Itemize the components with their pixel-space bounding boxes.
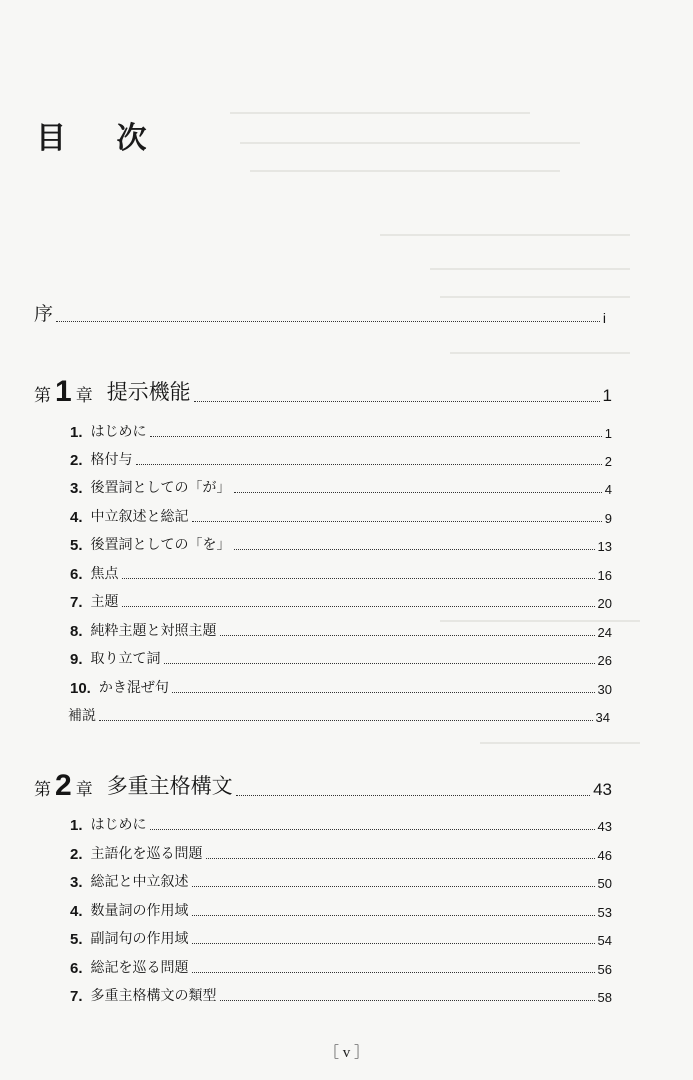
section-title: 主題 xyxy=(90,594,119,610)
section-number: 1. xyxy=(70,817,83,834)
section-number: 6. xyxy=(70,566,83,583)
section-number: 2. xyxy=(70,452,83,469)
section-title: 中立叙述と総記 xyxy=(90,509,189,525)
section-number: 7. xyxy=(70,988,83,1005)
preface-label: 序 xyxy=(34,303,54,325)
chapter-number: 2 xyxy=(55,769,72,802)
toc-section[interactable] xyxy=(70,506,612,526)
toc-section[interactable] xyxy=(70,814,612,834)
section-page: 54 xyxy=(597,933,612,948)
toc-section[interactable] xyxy=(68,705,610,725)
section-page: 1 xyxy=(604,426,612,441)
section-title: かき混ぜ句 xyxy=(98,680,169,696)
leader-dots xyxy=(192,972,595,973)
toc-section[interactable] xyxy=(70,871,612,891)
leader-dots xyxy=(192,886,595,887)
section-number: 5. xyxy=(70,931,83,948)
section-title: はじめに xyxy=(90,424,147,440)
section-number: 7. xyxy=(70,594,83,611)
section-page: 26 xyxy=(597,653,612,668)
leader-dots xyxy=(56,321,600,322)
section-page: 53 xyxy=(597,905,612,920)
preface-page: i xyxy=(602,310,606,326)
toc-section[interactable] xyxy=(70,449,612,469)
leader-dots xyxy=(122,578,595,579)
toc-section[interactable] xyxy=(70,477,612,497)
section-number: 5. xyxy=(70,537,83,554)
section-number: 6. xyxy=(70,960,83,977)
toc-section[interactable] xyxy=(70,620,612,640)
chapter-suffix: 章 xyxy=(75,780,93,800)
section-page: 58 xyxy=(597,990,612,1005)
section-number: 4. xyxy=(70,903,83,920)
page-folio: ［ v ］ xyxy=(323,1045,369,1061)
toc-section[interactable] xyxy=(70,957,612,977)
leader-dots xyxy=(172,692,595,693)
leader-dots xyxy=(99,720,593,721)
section-number: 2. xyxy=(70,846,83,863)
section-number: 3. xyxy=(70,480,83,497)
section-title: 後置詞としての「を」 xyxy=(90,537,231,553)
section-page: 4 xyxy=(604,482,612,497)
toc-chapter-1[interactable] xyxy=(34,374,612,406)
section-title: はじめに xyxy=(90,817,147,833)
leader-dots xyxy=(234,549,595,550)
section-page: 34 xyxy=(595,710,610,725)
toc-section[interactable] xyxy=(70,900,612,920)
section-title: 格付与 xyxy=(90,452,133,468)
section-title: 副詞句の作用域 xyxy=(90,931,189,947)
chapter-prefix: 第 xyxy=(34,386,51,406)
section-title: 取り立て詞 xyxy=(90,651,161,667)
leader-dots xyxy=(234,492,602,493)
toc-section[interactable] xyxy=(70,534,612,554)
leader-dots xyxy=(194,401,600,402)
leader-dots xyxy=(220,635,595,636)
section-title: 数量詞の作用域 xyxy=(90,903,189,919)
page-title: 目 次 xyxy=(36,121,167,156)
toc-chapter-2[interactable] xyxy=(34,768,612,800)
section-number: 3. xyxy=(70,874,83,891)
section-number: 9. xyxy=(70,651,83,668)
section-title: 総記と中立叙述 xyxy=(90,874,189,890)
toc-section[interactable] xyxy=(70,843,612,863)
leader-dots xyxy=(236,795,590,796)
leader-dots xyxy=(220,1000,595,1001)
section-page: 30 xyxy=(597,682,612,697)
leader-dots xyxy=(122,606,595,607)
section-title: 後置詞としての「が」 xyxy=(90,480,231,496)
toc-section[interactable] xyxy=(70,591,612,611)
section-title: 焦点 xyxy=(90,566,119,582)
section-number: 4. xyxy=(70,509,83,526)
section-page: 50 xyxy=(597,876,612,891)
section-page: 43 xyxy=(597,819,612,834)
section-page: 46 xyxy=(597,848,612,863)
leader-dots xyxy=(136,464,602,465)
section-page: 56 xyxy=(597,962,612,977)
section-number: 8. xyxy=(70,623,83,640)
section-page: 13 xyxy=(597,539,612,554)
section-number: 10. xyxy=(70,680,91,697)
leader-dots xyxy=(164,663,595,664)
chapter-page: 43 xyxy=(593,780,612,799)
section-title: 多重主格構文の類型 xyxy=(90,988,217,1004)
chapter-title: 提示機能 xyxy=(106,380,191,404)
leader-dots xyxy=(150,436,602,437)
section-page: 2 xyxy=(604,454,612,469)
section-title: 主語化を巡る問題 xyxy=(90,846,203,862)
toc-section[interactable] xyxy=(70,421,612,441)
leader-dots xyxy=(206,858,595,859)
section-page: 20 xyxy=(597,596,612,611)
leader-dots xyxy=(192,521,602,522)
section-title: 純粋主題と対照主題 xyxy=(90,623,217,639)
toc-preface[interactable] xyxy=(34,300,606,326)
section-number: 1. xyxy=(70,424,83,441)
section-page: 16 xyxy=(597,568,612,583)
section-title: 総記を巡る問題 xyxy=(90,960,189,976)
toc-section[interactable] xyxy=(70,985,612,1005)
toc-section[interactable] xyxy=(70,648,612,668)
section-title: 補説 xyxy=(68,708,96,724)
leader-dots xyxy=(150,829,595,830)
chapter-page: 1 xyxy=(602,386,612,405)
toc-section[interactable] xyxy=(70,563,612,583)
toc-section[interactable] xyxy=(70,928,612,948)
leader-dots xyxy=(192,915,595,916)
leader-dots xyxy=(192,943,595,944)
chapter-suffix: 章 xyxy=(75,386,93,406)
section-page: 9 xyxy=(604,511,612,526)
chapter-prefix: 第 xyxy=(34,780,51,800)
toc-section[interactable] xyxy=(70,677,612,697)
chapter-title: 多重主格構文 xyxy=(106,774,233,798)
section-page: 24 xyxy=(597,625,612,640)
chapter-number: 1 xyxy=(55,375,72,408)
